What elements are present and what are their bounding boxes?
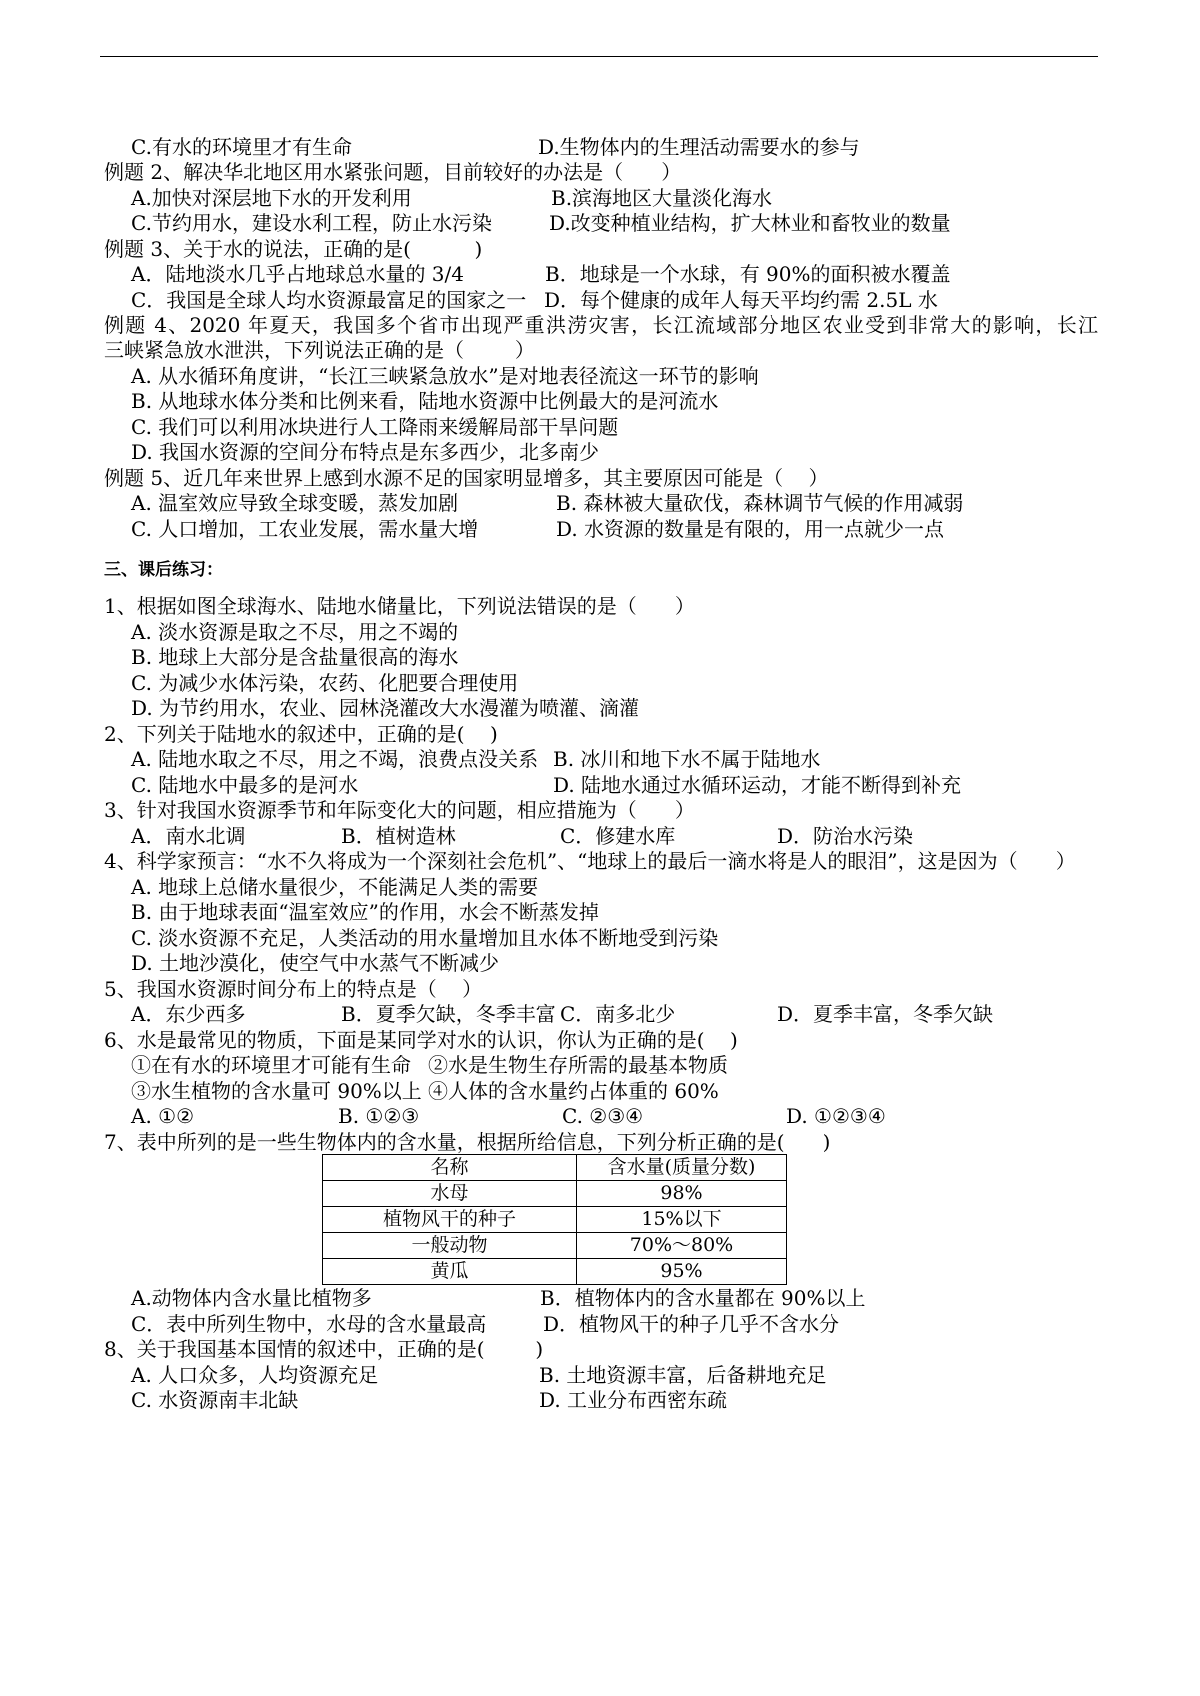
exercise-7-option-d: D．植物风干的种子几乎不含水分 — [543, 1312, 840, 1336]
exercise-2-stem: 2、下列关于陆地水的叙述中，正确的是( ) — [104, 722, 498, 746]
table-cell: 一般动物 — [323, 1233, 577, 1259]
exercise-1-option-b: B. 地球上大部分是含盐量很高的海水 — [131, 645, 459, 669]
example-2-option-c: C.节约用水，建设水利工程，防止水污染 — [131, 211, 492, 235]
example-4-option-b: B. 从地球水体分类和比例来看，陆地水资源中比例最大的是河流水 — [131, 389, 719, 413]
exercise-6-option-d: D. ①②③④ — [786, 1104, 886, 1128]
example-2-stem: 例题 2、解决华北地区用水紧张问题，目前较好的办法是（ ） — [104, 160, 682, 184]
exercise-2-option-d: D. 陆地水通过水循环运动，才能不断得到补充 — [553, 773, 962, 797]
table-row — [323, 1207, 787, 1233]
exercise-6-statement-4: ④人体的含水量约占体重的 60% — [428, 1079, 719, 1103]
exercise-4-stem: 4、科学家预言：“水不久将成为一个深刻社会危机”、“地球上的最后一滴水将是人的眼泪”，这是因为（ ） — [104, 849, 1076, 873]
example-5-stem: 例题 5、近几年来世界上感到水源不足的国家明显增多，其主要原因可能是（ ） — [104, 466, 829, 490]
exercise-2-option-b: B. 冰川和地下水不属于陆地水 — [553, 747, 821, 771]
exercise-8-option-b: B. 土地资源丰富，后备耕地充足 — [539, 1363, 827, 1387]
exercise-7-stem: 7、表中所列的是一些生物体内的含水量，根据所给信息，下列分析正确的是( ) — [104, 1130, 831, 1154]
example-4-option-a: A. 从水循环角度讲，“长江三峡紧急放水”是对地表径流这一环节的影响 — [131, 364, 759, 388]
carryover-option-c: C.有水的环境里才有生命 — [131, 135, 352, 159]
example-3-stem: 例题 3、关于水的说法，正确的是( ) — [104, 237, 483, 261]
exercise-5-option-a: A．东少西多 — [131, 1002, 246, 1026]
exercise-7-option-b: B．植物体内的含水量都在 90%以上 — [540, 1286, 866, 1310]
exercise-2-option-a: A. 陆地水取之不尽，用之不竭，浪费点没关系 — [131, 747, 539, 771]
exercise-5-stem: 5、我国水资源时间分布上的特点是（ ） — [104, 977, 483, 1001]
section-title: 三、课后练习： — [104, 560, 223, 580]
exercise-3-option-a: A．南水北调 — [131, 824, 246, 848]
table-header-cell: 名称 — [323, 1155, 577, 1181]
exercise-6-statement-2: ②水是生物生存所需的最基本物质 — [428, 1053, 728, 1077]
water-content-table — [322, 1154, 787, 1285]
exercise-4-option-d: D. 土地沙漠化，使空气中水蒸气不断减少 — [131, 951, 500, 975]
exercise-6-option-c: C. ②③④ — [562, 1104, 644, 1128]
header-rule — [100, 56, 1098, 57]
example-4-option-d: D. 我国水资源的空间分布特点是东多西少，北多南少 — [131, 440, 600, 464]
exercise-1-option-a: A. 淡水资源是取之不尽，用之不竭的 — [131, 620, 459, 644]
exercise-8-option-d: D. 工业分布西密东疏 — [539, 1388, 728, 1412]
exercise-5-option-c: C．南多北少 — [560, 1002, 676, 1026]
exercise-1-option-d: D. 为节约用水，农业、园林浇灌改大水漫灌为喷灌、滴灌 — [131, 696, 640, 720]
table-header-row — [323, 1155, 787, 1181]
table-cell: 植物风干的种子 — [323, 1207, 577, 1233]
exercise-3-option-c: C．修建水库 — [560, 824, 676, 848]
example-3-option-c: C．我国是全球人均水资源最富足的国家之一 — [131, 288, 527, 312]
carryover-option-d: D.生物体内的生理活动需要水的参与 — [538, 135, 860, 159]
exercise-4-option-c: C. 淡水资源不充足，人类活动的用水量增加且水体不断地受到污染 — [131, 926, 719, 950]
table-row — [323, 1259, 787, 1285]
table-cell: 98% — [577, 1181, 787, 1207]
exercise-2-option-c: C. 陆地水中最多的是河水 — [131, 773, 359, 797]
example-4-stem: 例题 4、2020 年夏天，我国多个省市出现严重洪涝灾害，长江流域部分地区农业受到非常大的影响，长江 — [104, 313, 1098, 337]
exercise-3-stem: 3、针对我国水资源季节和年际变化大的问题，相应措施为（ ） — [104, 798, 695, 822]
example-3-option-a: A．陆地淡水几乎占地球总水量的 3/4 — [131, 262, 464, 286]
exercise-6-option-a: A. ①② — [131, 1104, 195, 1128]
exercise-1-stem: 1、根据如图全球海水、陆地水储量比，下列说法错误的是（ ） — [104, 594, 695, 618]
example-2-option-a: A.加快对深层地下水的开发利用 — [131, 186, 412, 210]
example-4-stem-continued: 三峡紧急放水泄洪，下列说法正确的是（ ） — [104, 338, 535, 362]
exercise-5-option-b: B．夏季欠缺，冬季丰富 — [341, 1002, 556, 1026]
example-5-option-a: A. 温室效应导致全球变暖，蒸发加剧 — [131, 491, 459, 515]
example-3-option-d: D．每个健康的成年人每天平均约需 2.5L 水 — [544, 288, 938, 312]
example-2-option-b: B.滨海地区大量淡化海水 — [551, 186, 773, 210]
table-cell: 70%～80% — [577, 1233, 787, 1259]
table-row — [323, 1181, 787, 1207]
example-5-option-d: D. 水资源的数量是有限的，用一点就少一点 — [556, 517, 945, 541]
example-2-option-d: D.改变种植业结构，扩大林业和畜牧业的数量 — [549, 211, 951, 235]
exercise-4-option-b: B. 由于地球表面“温室效应”的作用，水会不断蒸发掉 — [131, 900, 599, 924]
exercise-3-option-b: B．植树造林 — [341, 824, 456, 848]
table-cell: 黄瓜 — [323, 1259, 577, 1285]
table-cell: 水母 — [323, 1181, 577, 1207]
exercise-1-option-c: C. 为减少水体污染，农药、化肥要合理使用 — [131, 671, 519, 695]
example-5-option-b: B. 森林被大量砍伐，森林调节气候的作用减弱 — [556, 491, 964, 515]
table-cell: 95% — [577, 1259, 787, 1285]
exercise-6-option-b: B. ①②③ — [338, 1104, 420, 1128]
exercise-4-option-a: A. 地球上总储水量很少，不能满足人类的需要 — [131, 875, 539, 899]
exercise-6-stem: 6、水是最常见的物质，下面是某同学对水的认识，你认为正确的是( ) — [104, 1028, 738, 1052]
table-header-cell: 含水量(质量分数) — [577, 1155, 787, 1181]
exercise-6-statement-3: ③水生植物的含水量可 90%以上 — [131, 1079, 422, 1103]
exercise-5-option-d: D．夏季丰富，冬季欠缺 — [777, 1002, 994, 1026]
exercise-3-option-d: D．防治水污染 — [777, 824, 914, 848]
exercise-8-option-a: A. 人口众多，人均资源充足 — [131, 1363, 379, 1387]
exercise-7-option-c: C．表中所列生物中，水母的含水量最高 — [131, 1312, 487, 1336]
example-3-option-b: B．地球是一个水球，有 90%的面积被水覆盖 — [545, 262, 951, 286]
exercise-6-statement-1: ①在有水的环境里才可能有生命 — [131, 1053, 411, 1077]
exercise-7-option-a: A.动物体内含水量比植物多 — [131, 1286, 372, 1310]
example-5-option-c: C. 人口增加，工农业发展，需水量大增 — [131, 517, 479, 541]
table-row — [323, 1233, 787, 1259]
example-4-option-c: C. 我们可以利用冰块进行人工降雨来缓解局部干旱问题 — [131, 415, 619, 439]
exercise-8-option-c: C. 水资源南丰北缺 — [131, 1388, 299, 1412]
exercise-8-stem: 8、关于我国基本国情的叙述中，正确的是( ) — [104, 1337, 544, 1361]
table-cell: 15%以下 — [577, 1207, 787, 1233]
